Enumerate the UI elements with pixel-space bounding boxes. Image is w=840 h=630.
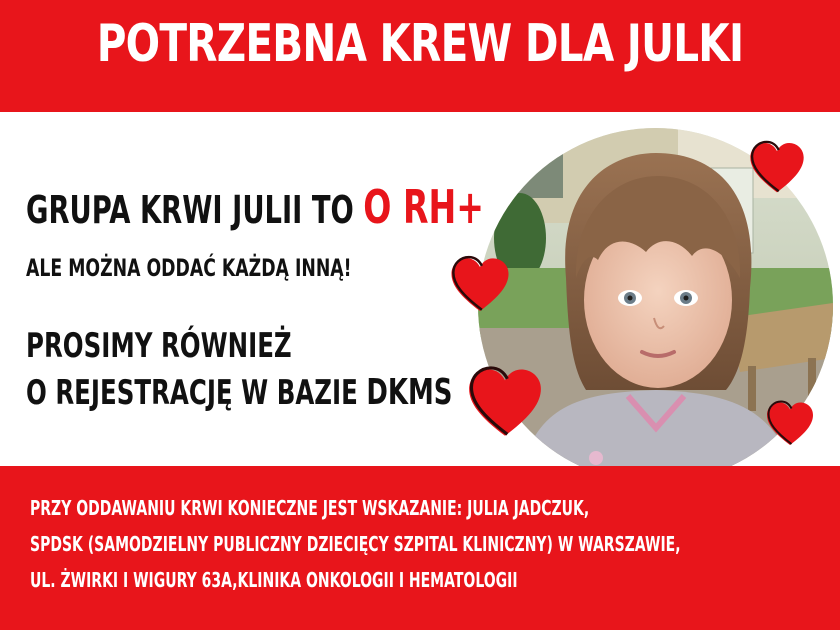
heart-icon [466, 365, 544, 441]
registration-text: O REJESTRACJĘ W BAZIE [26, 373, 367, 413]
footer-band [0, 466, 840, 630]
heart-icon [748, 140, 806, 196]
heart-icon [449, 255, 511, 315]
blood-group-text: GRUPA KRWI JULII TO [26, 188, 364, 232]
heart-icon [765, 400, 815, 448]
footer-line: SPDSK (SAMODZIELNY PUBLICZNY DZIECIĘCY SZPITAL KLINICZNY) W WARSZAWIE, [30, 532, 681, 556]
header-band [0, 0, 840, 112]
footer-line: UL. ŻWIRKI I WIGURY 63A,KLINIKA ONKOLOGII I HEMATOLOGII [30, 568, 518, 592]
poster-title: POTRZEBNA KREW DLA JULKI [96, 14, 744, 74]
footer-line: PRZY ODDAWANIU KRWI KONIECZNE JEST WSKAZANIE: JULIA JADCZUK, [30, 496, 590, 520]
any-blood-note: ALE MOŻNA ODDAĆ KAŻDĄ INNĄ! [26, 254, 352, 282]
dkms-label: DKMS [366, 372, 453, 413]
blood-group-line [26, 180, 484, 234]
request-line-1: PROSIMY RÓWNIEŻ [26, 326, 292, 366]
request-line-2 [26, 372, 452, 413]
blood-group-value: O RH+ [363, 180, 484, 234]
